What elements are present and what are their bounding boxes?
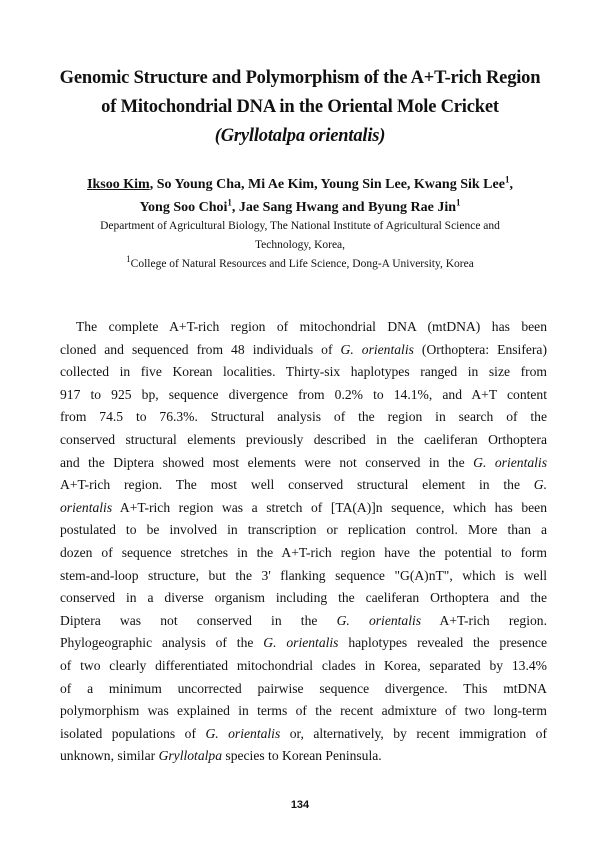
page-number: 134 [290,799,310,811]
abstract-line: unknown, similar Gryllotalpa species to Korean Peninsula. [60,748,382,764]
affiliation-marker: 1 [456,197,461,208]
abstract-line: 917 to 925 bp, sequence divergence from 0.2% to 14.1%, and A+T content [60,386,547,402]
paper-title [40,64,560,151]
abstract-line: and the Diptera showed most elements were not conserved in the G. orientalis [60,454,547,470]
author-corresponding: Iksoo Kim [87,177,150,192]
abstract-line: A+T-rich region. The most well conserved structural element in the G. [60,477,547,493]
abstract-line: Phylogeographic analysis of the G. orientalis haplotypes revealed the presence [60,635,547,651]
abstract-line: from 74.5 to 76.3%. Structural analysis of the region in search of the [60,409,547,425]
affiliation-marker: 1 [504,174,510,185]
abstract-line: dozen of sequence stretches in the A+T-rich region have the potential to form [60,544,547,560]
abstract [60,316,547,768]
affiliation-line-3: $^1$College of Natural Resources and Life Science, Dong-A University, Korea [126,254,474,270]
author-line-2: Yong Soo Choi$^1$, Jae Sang Hwang and Byung Rae Jin$^1$ [139,197,461,215]
title-line-1: Genomic Structure and Polymorphism of the A+T-rich Region [59,68,541,88]
abstract-line: polymorphism was explained in terms of the recent admixture of two long-term [60,703,547,719]
abstract-line: cloned and sequenced from 48 individuals of G. orientalis (Orthoptera: Ensifera) [60,341,547,357]
abstract-line: conserved structural elements previously described in the caeliferan Orthoptera [60,431,547,447]
title-line-2: of Mitochondrial DNA in the Oriental Mole Cricket [101,97,499,117]
author-name: Yong Soo Choi [139,200,228,215]
author-names: Jae Sang Hwang and [238,200,369,215]
author-names: So Young Cha, Mi Ae Kim, Young Sin Lee, [156,177,414,192]
abstract-line: of a minimum uncorrected pairwise sequence divergence. This mtDNA [60,680,547,696]
affiliation-marker: 1 [126,254,131,265]
author-name: Byung Rae Jin [368,200,456,215]
abstract-line: of two clearly differentiated mitochondrial clades in Korea, separated by 13.4% [60,657,547,673]
abstract-line: collected in five Korean localities. Thirty-six haplotypes ranged in size from [60,364,547,380]
abstract-line: Diptera was not conserved in the G. orientalis A+T-rich region. [60,612,547,628]
abstract-line: conserved in a diverse organism including the caeliferan Orthoptera and the [60,590,547,606]
author-list [30,173,570,219]
affiliations [40,217,560,274]
abstract-line: orientalis A+T-rich region was a stretch of [TA(A)]n sequence, which has been [60,499,547,515]
title-line-3-species: (Gryllotalpa orientalis) [214,126,386,146]
author-name: Kwang Sik Lee [413,177,505,192]
affiliation-marker: 1 [227,197,232,208]
author-line-1: Iksoo Kim, So Young Cha, Mi Ae Kim, Young Sin Lee, Kwang Sik Lee$^1$, [87,174,513,192]
affiliation-line-1: Department of Agricultural Biology, The National Institute of Agricultural Science and [100,220,500,232]
abstract-line: stem-and-loop structure, but the 3' flanking sequence "G(A)nT", which is well [60,567,547,583]
abstract-line: The complete A+T-rich region of mitochondrial DNA (mtDNA) has been [76,319,547,334]
affiliation-line-2: Technology, Korea, [254,239,346,251]
abstract-line: isolated populations of G. orientalis or, alternatively, by recent immigration of [60,725,547,741]
abstract-line: postulated to be involved in transcription or replication control. More than a [60,522,547,538]
